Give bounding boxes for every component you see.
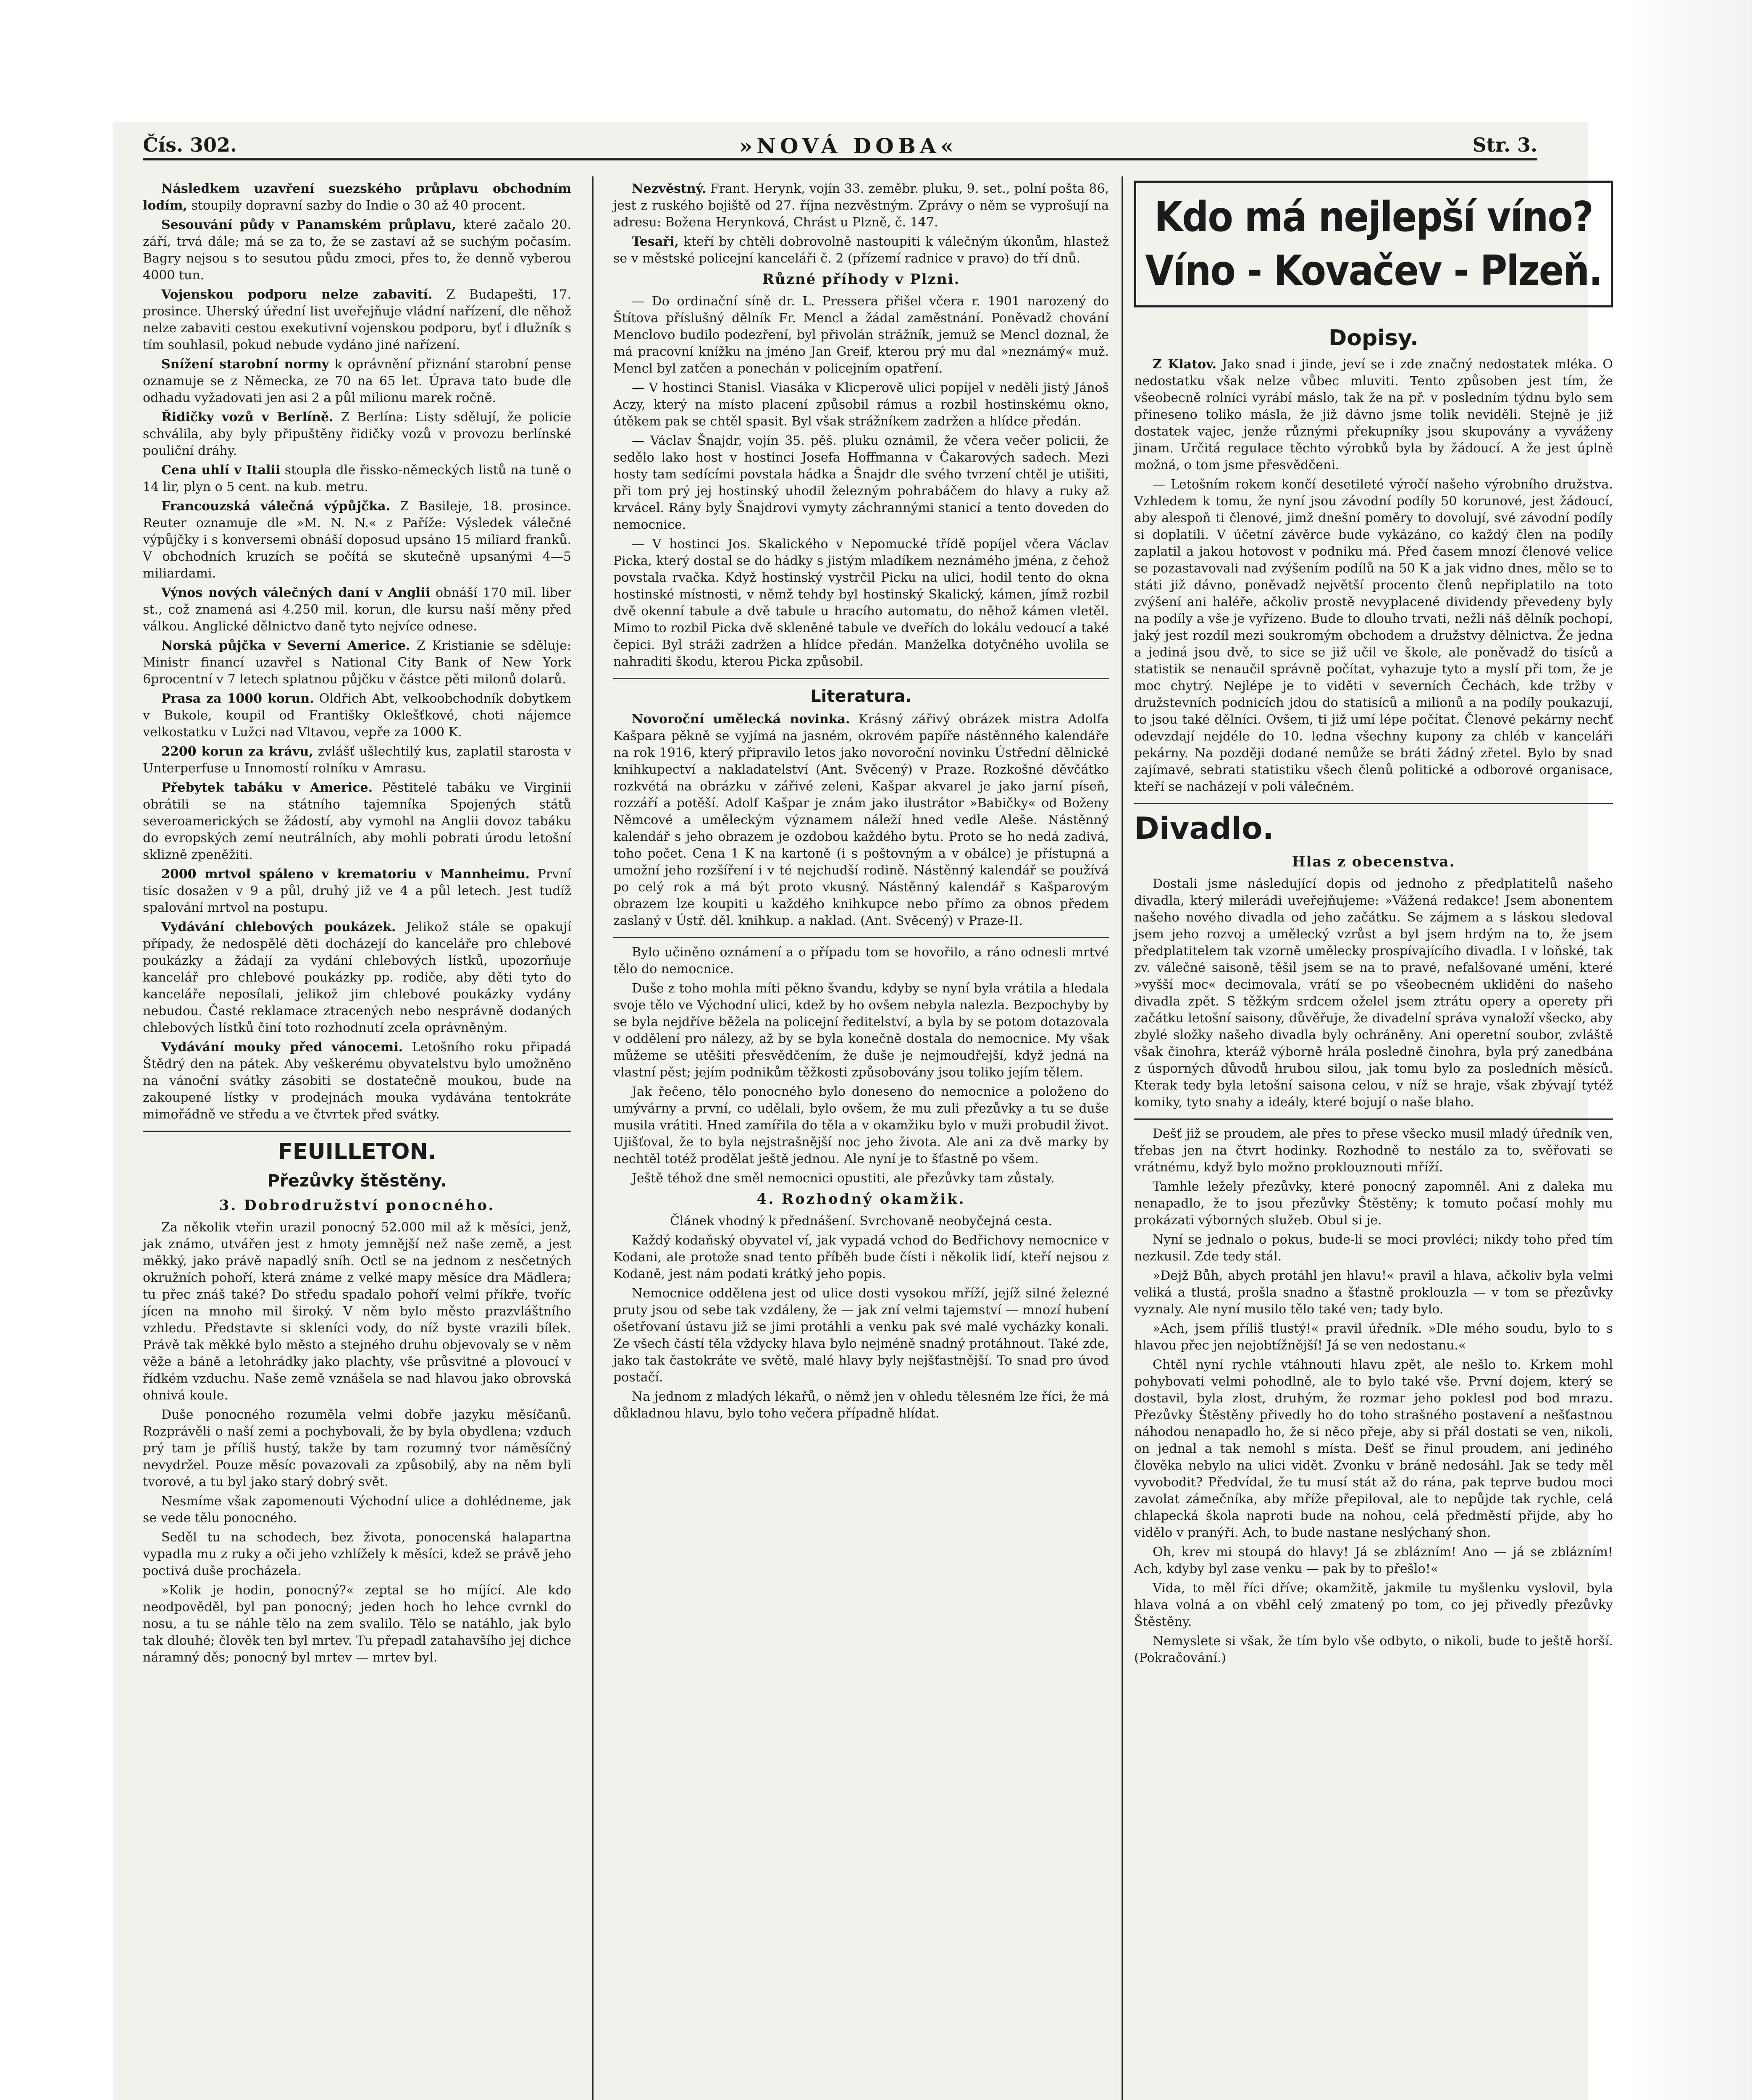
paragraph: Každý kodaňský obyvatel ví, jak vypadá vchod do Bedřichovy nemocnice v Kodani, ale protože snad tento příběh bude čísti i několik lidí, kteří nejsou z Kodaně, jest nám podati krátký jeho popis. xyxy=(613,1233,1109,1281)
news-item xyxy=(1134,476,1613,795)
news-item-lead: Snížení starobní normy xyxy=(161,357,329,372)
paragraph: Nemyslete si však, že tím bylo vše odbyto, o nikoli, bude to ještě horší. (Pokračování.) xyxy=(1134,1634,1613,1665)
paragraph: Dostali jsme následující dopis od jednoho z předplatitelů našeho divadla, který milerádi uveřejňujeme: »Vážená redakce! Jsem abonentem našeho nového divadla od jeho začátku. Se zájmem a s láskou sledoval jsem jeho rozvoj a umělecký vzrůst a byl jsem hrdým na to, že jsem předplatitelem tak vzorně umělecky prospívajícího divadla. I v loňské, tak zv. válečné saisoně, těšil jsem se na to pravé, nefalšované umění, které »vyšší moc« decimovala, vrátí se po všeobecném ukliděni do našeho divadla zpět. S těžkým srdcem oželel jsem ztrátu opery a operety při začátku letošní saisony, důvěřuje, že divadelní správa vynaloží všecko, aby zbylé složky našeho divadla byly ochráněny. Ani operetní soubor, zvláště však činohra, kteráž výborně hrála posledně činohra, byla prý zanedbána z úsporných důvodů hrubou silou, jak tomu bylo za posledních měsíců. Kterak tedy byla letošní saisona celou, v níž se hraje, však zbývají tytéž komiky, tyto snahy a ideály, které bojují o naše blaho. xyxy=(1134,877,1613,1110)
news-item xyxy=(143,585,571,635)
column-divider xyxy=(1122,176,1123,2100)
news-item-lead: 2000 mrtvol spáleno v krematoriu v Mannheimu. xyxy=(161,867,530,882)
paragraph: Tamhle ležely přezůvky, které ponocný zapomněl. Ani z daleka mu nenapadlo, že to jsou přezůvky Štěstěny; k tomuto počasí mohly mu prokázati výborných služeb. Obul si je. xyxy=(1134,1179,1613,1228)
news-item-lead: Norská půjčka v Severní Americe. xyxy=(161,638,410,653)
literature-heading: Literatura. xyxy=(810,687,912,706)
ad-line-1: Kdo má nejlepší víno? xyxy=(1154,193,1593,241)
news-item xyxy=(143,356,571,407)
news-item-text: stoupla dle řissko-německých listů na tuně o 14 lir, plyn o 5 cent. na kub. metru. xyxy=(143,463,571,494)
news-item xyxy=(613,181,1109,231)
incidents-list xyxy=(613,293,1109,670)
news-item xyxy=(143,638,571,688)
news-item-text: — Letošním rokem končí desetileté výročí našeho výrobního družstva. Vzhledem k tomu, že nyní jsou závodní podíly 50 korunové, jest žádoucí, aby alespoň ti členové, jimž dnešní poměry to dovolují, své závodní podíly si doplatili. V účetní závěrce bude vykázáno, co každý člen na podíly zaplatil a jakou hotovost v podniku má. Před časem mnozí členové velice se pozastavovali nad zvýšením podílů na 50 K a jak vidno dnes, mělo se to státi již dávno, poněvadž největší procento členů nepřiplatilo na toto zvýšení ani haléře, ačkoliv prostě nevyplacené dividendy převedeny byly na podíly a vše je vyřízeno. Bude to dlouho trvati, nežli náš dělník pochopí, jaký jest rozdíl mezi soukromým obchodem a družstvy dělnictva. Že jedna a jediná jsou dvě, to sice se již učil ve škole, ale poněvadž do tisíců a statistik se nenaučil správně počítat, vyhazuje tyto a myslí při tom, že je moc chytrý. Nejlépe je to viděti v severních Čechách, kde tržby v družstevních podnicích jdou do statisíců a milionů a na podíly poukazují, to jsou také dělníci. Ovšem, ti již umí lépe počítat. Členové pekárny nechť odevzdají nejdéle do 10. ledna všechny kupony za chléb v kanceláři pekárny. Na později dodané nemůže se bráti žádný zřetel. Bylo by snad zajímavé, sebrati statistiku všech členů politické a odborové organisace, kteří se nacházejí v poli válečném. xyxy=(1134,477,1613,794)
news-item-text: obnáší 170 mil. liber st., což znamená asi 4.250 mil. korun, dle kursu naší měny před válkou. Anglické dělnictvo daně tyto nejvíce odnese. xyxy=(143,585,571,634)
incident-paragraph: — V hostinci Jos. Skalického v Nepomucké třídě popíjel včera Václav Picka, který dostal se do hádky s jistým mladíkem neznámého jména, z čehož povstala rvačka. Když hostinský vystrčil Picku na ulici, hodil tento do okna hostinské místnosti, v němž tehdy byl hostinský Skalický, kámen, jímž rozbil dvě okenní tabule a dvě tabule u hracího automatu, do něhož kámen vletěl. Mimo to rozbil Picka dvě skleněné tabule ve dveřích do lokálu vedoucí a také čepici. Byl stráži zadržen a hlídce předán. Manželka dotyčného uvolila se nahraditi škodu, kterou Picka způsobil. xyxy=(613,537,1109,669)
news-item-text: Z Berlína: Listy sdělují, že policie schválila, aby byly připuštěny řidičky vozů v provozu berlínské pouliční dráhy. xyxy=(143,410,572,458)
news-item xyxy=(143,409,571,459)
news-brief-list xyxy=(143,181,571,1123)
news-item-lead: 2200 korun za krávu, xyxy=(161,744,313,759)
news-item-lead: Výnos nových válečných daní v Anglii xyxy=(161,585,431,600)
news-item-lead: Z Klatov. xyxy=(1153,357,1217,372)
paragraph: Oh, krev mi stoupá do hlavy! Já se zblázním! Ano — já se zblázním! Ach, kdyby byl zase venku — pak by to přešlo!« xyxy=(1134,1545,1613,1576)
news-item-text: Z Kristianie se sděluje: Ministr financí uzavřel s National City Bank of New York 6procentní v 7 letech splatnou půjčku v částce pěti milonů dolarů. xyxy=(143,638,571,687)
paragraph: Chtěl nyní rychle vtáhnouti hlavu zpět, ale nešlo to. Krkem mohl pohybovati velmi pohodlně, ale to bylo také vše. První dojem, který se dostavil, byla zlost, druhým, že rozmar jeho poklesl pod bod mrazu. Přezůvky Štěstěny přivedly ho do toho strašného postavení a nešťastnou náhodou nenapadlo ho, že si něco přeje, aby si přál dostati se ven, nikoli, on jednal a tak nemohl s místa. Dešť se řinul proudem, ani jediného člověka nebylo na ulici vidět. Zvonku v bráně nedosáhl. Jak se tedy měl vyvobodit? Předvídal, že tu musí stát až do rána, pak teprve budou moci zavolat zámečníka, aby mříže přepiloval, ale to nepůjde tak rychle, celá chlapecká škola naproti bude na nohou, celá předměstí přijde, aby ho vidělo v pranýři. Ach, to bude nastane neslýchaný shon. xyxy=(1134,1357,1613,1540)
paragraph: Seděl tu na schodech, bez života, ponocenská halapartna vypadla mu z ruky a oči jeho vzhlížely k měsíci, kdež se právě jeho poctivá duše procházela. xyxy=(143,1530,571,1578)
news-item-text: Z Basileje, 18. prosince. Reuter oznamuje dle »M. N. N.« z Paříže: Výsledek válečné výpůjčky i s konversemi obnáší doposud upsáno 15 miliard franků. V obchodních kruzích se počítá se skutečně upsanými 4—5 miliardami. xyxy=(143,499,571,581)
letters-heading: Dopisy. xyxy=(1329,326,1418,351)
section-rule xyxy=(613,678,1109,679)
paragraph: Nyní se jednalo o pokus, bude-li se moci provléci; nikdy toho před tím nezkusil. Zde tedy stál. xyxy=(1134,1232,1613,1264)
news-item-text: zvlášť ušlechtilý kus, zaplatil starosta v Unterperfuse u Innomostí rolníku v Amrasu. xyxy=(143,744,572,776)
news-item-lead: Sesouvání půdy v Panamském průplavu, xyxy=(161,218,456,232)
paragraph: »Kolik je hodin, ponocný?« zeptal se ho míjící. Ale kdo neodpověděl, byl pan ponocný; jeden hoch ho lehce cvrnkl do nosu, a tu se náhle tělo na zem svalilo. Tělo se natáhlo, jak bylo tak dlouhé; člověk ten byl mrtev. Tu přepadl zatahavšího jej dichce náramný děs; ponocný byl mrtev — mrtev byl. xyxy=(143,1583,571,1665)
wine-advertisement xyxy=(1134,181,1613,307)
issue-number: Čís. 302. xyxy=(143,134,237,156)
section-rule xyxy=(1134,1118,1613,1120)
paragraph: Duše z toho mohla míti pěkno švandu, kdyby se nyní byla vrátila a hledala svoje tělo ve Východní ulici, kdež by ho ovšem nebyla nalezla. Bezpochyby by se byla nejdříve běžela na policejní ředitelství, a byla by se potom dotazovala v oddělení pro nálezy, až by se byla konečně dostala do nemocnice. My však můžeme se utěšiti přesvědčením, že duše je nejmoudřejší, když jedná na vlastní pěst; jejím podnikům těžkosti způsobovány jsou toliko jejím tělem. xyxy=(613,981,1109,1080)
paragraph: »Ach, jsem příliš tlustý!« pravil úředník. »Dle mého soudu, bylo to s hlavou přec jen nejobtížnější! Já se ven nedostanu.« xyxy=(1134,1321,1613,1353)
paragraph: Ještě téhož dne směl nemocnici opustiti, ale přezůvky tam zůstaly. xyxy=(632,1171,1055,1186)
section-rule xyxy=(143,1131,571,1132)
news-item xyxy=(143,181,571,214)
news-item-text: Frant. Herynk, vojín 33. zeměbr. pluku, 9. set., polní pošta 86, jest z ruského bojiště od 27. října nezvěstným. Zprávy o něm se vyprošují na adresu: Božena Herynková, Chrást u Plzně, č. 147. xyxy=(613,181,1109,230)
ad-line-2: Víno - Kovačev - Plzeň. xyxy=(1145,247,1602,295)
theatre-subheading: Hlas z obecenstva. xyxy=(1292,853,1455,870)
masthead xyxy=(143,134,1537,160)
news-item-text: Pěstitelé tabáku ve Virginii obrátili se na státního tajemníka Spojených států severoamerických se žádostí, aby vymohl na Anglii dovoz tabáku do evropských zemí neutrálních, aby mohli pobrati úrodu letošní sklizně zpeněžiti. xyxy=(143,780,571,862)
letters-body xyxy=(1134,356,1613,795)
incident-paragraph: — V hostinci Stanisl. Viasáka v Klicperově ulici popíjel v neděli jistý Jánoš Aczy, který na místo placení způsobil rámus a rozbil hostinskému okno, útěkem pak se chtěl spasit. Byl však strážníkem zadržen a hlídce předán. xyxy=(613,381,1109,429)
news-item xyxy=(143,498,571,582)
column-1 xyxy=(143,181,571,1669)
news-item-lead: Vydávání mouky před vánocemi. xyxy=(161,1040,403,1055)
news-item-lead: Vydávání chlebových poukázek. xyxy=(161,920,396,934)
news-item-text: kteří by chtěli dobrovolně nastoupiti k válečným úkonům, hlastež se v městské policejní kanceláři č. 2 (přízemí radnice v pravo) do tří dnů. xyxy=(613,234,1109,266)
incident-paragraph: — Do ordinační síně dr. L. Pressera přišel včera r. 1901 narozený do Štítova příslušný dělník Fr. Mencl a žádal zaměstnání. Poněvadž chování Menclovo budilo podezření, byl přivolán strážník, jemuž se Mencl doznal, že má pracovní knížku na jméno Jan Greif, kterou prý mu dal »neznámý« muž. Mencl byl zatčen a ponechán v policejním opatření. xyxy=(613,294,1109,376)
news-item xyxy=(613,711,1109,929)
feuilleton-ending xyxy=(1134,1126,1613,1667)
feuilleton-continuation xyxy=(613,944,1109,1187)
paragraph: »Dejž Bůh, abych protáhl jen hlavu!« pravil a hlava, ačkoliv byla velmi veliká a tlustá, prošla snadno a šťastně proklouzla — v tom se přezůvky vyznaly. Ale nyní musilo tělo také ven; tady bylo. xyxy=(1134,1268,1613,1317)
news-item-text: Letošního roku připadá Štědrý den na pátek. Aby veškerému obyvatelstvu bylo umožněno na vánoční svátky zásobiti se dostatečně moukou, bude na zakoupené lístky v prodejnách mouka vydávána tentokráte mimořádně ve středu a ve čtvrtek před svátky. xyxy=(143,1040,571,1122)
chapter-title: 3. Dobrodružství ponocného. xyxy=(219,1197,495,1214)
news-item-text: Jako snad i jinde, jeví se i zde značný nedostatek mléka. O nedostatku však nelze vůbec mluviti. Tento způsoben jest tím, že všeobecně rolníci vyrábí máslo, tak že na př. v posledním týdnu bylo sem přineseno toliko másla, že již dávno jsme tolik neviděli. Stejně je již dostatek vajec, jenže různými překupníky jsou skupovány a vyváženy jinam. Určitá regulace těchto výrobků byla by žádoucí. A že jest úplně možná, o tom jsme přesvědčeni. xyxy=(1134,357,1613,472)
news-item-text: Krásný zářivý obrázek mistra Adolfa Kašpara pěkně se vyjímá na jasném, okrovém papíře nástěnného kalendáře na rok 1916, který připravilo letos jako novoroční novinku Ústřední dělnické knihkupectví a nakladatelství (Ant. Svěcený) v Praze. Rozkošné děvčátko rozkvétá na obrázku v zářivé zeleni, Kašpar akvarel je jako jarní píseň, rozzáří a potěší. Adolf Kašpar je znám jako ilustrátor »Babičky« od Boženy Němcové a uměleckým významem náleží hned vedle Aleše. Nástěnný kalendář s jeho obrazem je ozdobou každého bytu. Proto se ho nedá zadivá, toho počet. Cena 1 K na kartoně (i s poštovným a v obálce) je přístupná a umožní jeho rozšíření i v té nejchudší rodině. Nástěnný kalendář se používá po celý rok a má být proto vkusný. Nástěnný kalendář s Kašparovým obrazem lze koupiti u každého knihkupce nebo přímo za obnos předem zaslaný v Ústř. děl. knihkup. a naklad. (Ant. Svěcený) v Praze-II. xyxy=(613,712,1109,928)
news-item-lead: Tesaři, xyxy=(632,234,679,249)
paragraph: Duše ponocného rozuměla velmi dobře jazyku měsíčanů. Rozprávěli o naší zemi a pochybovali, že by byla obydlena; vzduch prý tam je příliš hustý, takže by tam rozumný tvor náměsíčný nevydržel. Pouze měsíc povazovali za způsobilý, aby na něm byli tvorové, a tu byl jako starý dobrý svět. xyxy=(143,1407,571,1489)
news-item-text: První tisíc dosažen v 9 a půl, druhý již ve 4 a půl letech. Jest tudíž spalování mrtvol na postupu. xyxy=(143,867,571,915)
scan-edge xyxy=(1626,0,1752,2100)
news-item-text: Z Budapešti, 17. prosince. Uherský úřední list uveřejňuje vládní nařízení, dle něhož nelze zabaviti cestou exekutivní vojenskou podporu, byť i dlužník s tím souhlasil, pokud nebude vydáno jiné nařízení. xyxy=(143,287,571,352)
news-item-lead: Následkem uzavření suezského průplavu obchodním lodím, xyxy=(143,181,571,213)
news-item-lead: Prasa za 1000 korun. xyxy=(161,691,314,706)
newspaper-title: »NOVÁ DOBA« xyxy=(739,134,958,158)
news-item xyxy=(143,286,571,354)
paragraph: Bylo učiněno oznámení a o případu tom se hovořilo, a ráno odnesli mrtvé tělo do nemocnice. xyxy=(613,945,1109,976)
news-item-text: stoupily dopravní sazby do Indie o 30 až 40 procent. xyxy=(191,198,526,213)
news-item xyxy=(613,234,1109,267)
news-item-lead: Nezvěstný. xyxy=(632,181,707,196)
page-number: Str. 3. xyxy=(1472,134,1537,156)
section-rule xyxy=(613,937,1109,938)
paragraph: Na jednom z mladých lékařů, o němž jen v ohledu tělesném lze říci, že má důkladnou hlavu, bylo toho večera případně hlídat. xyxy=(613,1389,1109,1421)
feuilleton-body xyxy=(143,1219,571,1666)
news-item-lead: Cena uhlí v Italii xyxy=(161,463,281,478)
incident-paragraph: — Václav Šnajdr, vojín 35. pěš. pluku oznámil, že včera večer policii, že sedělo lako host v hostinci Josefa Hoffmanna v Čakarových sadech. Mezi hosty tam sedícími povstala hádka a Šnajdr dle svého tvrzení chtěl je utišiti, při tom prý jej hostinský uhodil železným pohrabáčem do hlavy a ruky až krvácel. Rány byly Šnajdrovi vymyty záchrannými stanicí a tento doveden do nemocnice. xyxy=(613,433,1109,532)
news-item xyxy=(143,919,571,1037)
chapter-note: Článek vhodný k přednášení. Svrchovaně neobyčejná cesta. xyxy=(670,1214,1052,1228)
column-divider xyxy=(592,176,594,2100)
news-item-lead: Francouzská válečná výpůjčka. xyxy=(161,499,390,514)
news-item xyxy=(143,462,571,496)
paragraph: Za několik vteřin urazil ponocný 52.000 mil až k měsíci, jenž, jak známo, utvářen jest z hmoty jemnější než naše země, a jest měkký, jako právě napadlý sníh. Octl se na jednom z nesčetných okružních pohoří, která známe z velké mapy měsíce dra Mädlera; tu přec znáš také? Do středu spadalo pohoří velmi příkře, tvoříc jícen na mnoho mil široký. V něm bylo město prazvláštního vzhledu. Představte si skleníci vody, do níž byste vrazili bílek. Právě tak měkké bylo město a stejného druhu objevovaly se v něm věže a báně a letohrádky jako plachty, vše průsvitné a plovoucí v řídkém vzduchu. Naše země vznášela se nad hlavou jako obrovská ohnivá koule. xyxy=(143,1220,571,1403)
news-item xyxy=(143,217,571,284)
news-item-lead: Přebytek tabáku v Americe. xyxy=(161,780,373,795)
news-item xyxy=(1134,356,1613,474)
literature-body xyxy=(613,711,1109,929)
incidents-heading: Různé příhody v Plzni. xyxy=(762,271,960,288)
news-item xyxy=(143,690,571,741)
paragraph: Vida, to měl říci dříve; okamžitě, jakmile tu myšlenku vyslovil, byla hlava volná a on vběhl celý zmatený po tom, co jej přivedly přezůvky Štěstěny. xyxy=(1134,1581,1613,1629)
news-item-text: Oldřich Abt, velkoobchodník dobytkem v Bukole, koupil od Františky Oklešťkové, choti nájemce velkostatku v Lužci nad Vltavou, vepře za 1000 K. xyxy=(143,691,571,740)
news-item-lead: Vojenskou podporu nelze zabavití. xyxy=(161,287,433,302)
news-item xyxy=(143,743,571,777)
feuilleton-title: Přezůvky štěstěny. xyxy=(267,1171,447,1191)
news-item xyxy=(143,866,571,916)
news-item-text: které začalo 20. září, trvá dále; má se za to, že se zastaví až se suchým počasím. Bagry nejsou s to sesutou půdu zmoci, přes to, že denně vyberou 4000 tun. xyxy=(143,218,571,283)
news-item-text: k oprávnění přiznání starobní pense oznamuje se z Německa, ze 70 na 65 let. Úprava tato bude dle odhadu vyžadovati jen asi 2 a půl milionu marek ročně. xyxy=(143,357,571,405)
feuilleton-section-title: FEUILLETON. xyxy=(278,1139,436,1164)
news-item-text: Jelikož stále se opakují případy, že nedospělé děti docházejí do kanceláře pro chlebové poukázky a žádají za vydání chlebových lístků, upozorňuje kancelář pro chlebové poukázky pp. rodiče, aby děti tyto do kanceláře neposílali, jelikož jim chlebové poukázky vydány nebudou. Časté reklamace ztracených nebo nesprávně dodaných chlebových lístků činí toto rozhodnutí zcela oprávněným. xyxy=(143,920,571,1035)
news-item-lead: Novoroční umělecká novinka. xyxy=(632,712,850,727)
news-item-lead: Řidičky vozů v Berlíně. xyxy=(161,410,334,425)
news-item xyxy=(143,780,571,864)
column-3 xyxy=(1134,181,1613,1669)
chapter-title: 4. Rozhodný okamžik. xyxy=(756,1191,966,1208)
section-rule xyxy=(1134,803,1613,804)
column-2 xyxy=(613,181,1109,1425)
news-item xyxy=(143,1039,571,1123)
paragraph: Nemocnice oddělena jest od ulice dosti vysokou mříží, jejíž silné železné pruty jsou od sebe tak vzdáleny, že — jak zní velmi tajemství — mnozí hubení ošetřovaní ústavu již se jimi protáhli a venku pak své malé vycházky konali. Ze všech částí těla vždycky hlava bylo nejméně snadný protáhnout. Také zde, jako tak častokráte ve světě, malé hlavy byly nejšťastnější. To snad pro úvod postačí. xyxy=(613,1286,1109,1385)
theatre-heading: Divadlo. xyxy=(1134,811,1274,846)
notices xyxy=(613,181,1109,267)
paragraph: Dešť již se proudem, ale přes to přese všecko musil mladý úředník ven, třebas jen na čtvrt hodinky. Rozhodně to nestálo za to, svěřovati se vrátnému, když bylo možno proklouznouti mříží. xyxy=(1134,1126,1613,1175)
theatre-body xyxy=(1134,876,1613,1111)
paragraph: Nesmíme však zapomenouti Východní ulice a dohlédneme, jak se vede tělu ponocného. xyxy=(143,1494,571,1525)
chapter-4-body xyxy=(613,1232,1109,1422)
paragraph: Jak řečeno, tělo ponocného bylo doneseno do nemocnice a položeno do umývárny a první, co udělali, bylo ovšem, že mu zuli přezůvky a tu se duše musila vrátiti. Hned zamířila do těla a v okamžiku bylo v muži probudil život. Ujišťoval, že to byla nejstrašnější noc jeho života. Ale ani za dvě marky by nechtěl totéž prodělat ještě jednou. Ale nyní je to šťastně po všem. xyxy=(613,1084,1109,1166)
